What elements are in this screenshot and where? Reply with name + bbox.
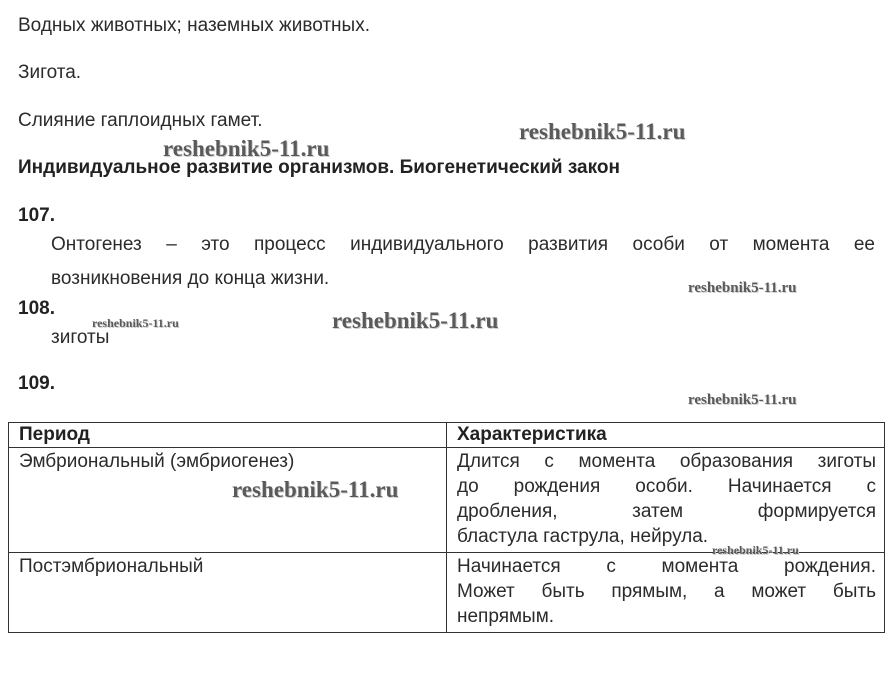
- char-line: Начинается с момента рождения.: [457, 556, 876, 577]
- table-cell-characteristic: [447, 553, 885, 633]
- development-periods-table: [8, 422, 885, 633]
- question-number-108: 108.: [18, 298, 55, 319]
- q107-text-line-2: возникновения до конца жизни.: [51, 268, 330, 289]
- char-line: до рождения особи. Начинается с: [457, 476, 876, 497]
- watermark: reshebnik5-11.ru: [332, 308, 499, 333]
- table-header-row: [9, 423, 885, 448]
- watermark: reshebnik5-11.ru: [688, 392, 797, 408]
- text-line-gamete-fusion: Слияние гаплоидных гамет.: [18, 110, 263, 131]
- table-cell-characteristic: [447, 448, 885, 553]
- q107-text-line-1: Онтогенез – это процесс индивидуального развития особи от момента ее: [51, 234, 875, 255]
- text-line-zygote: Зигота.: [18, 62, 82, 83]
- question-number-109: 109.: [18, 373, 55, 394]
- period-postembryonic: Постэмбриональный: [19, 556, 204, 577]
- table-row: [9, 553, 885, 633]
- table-row: [9, 448, 885, 553]
- period-embryonic: Эмбриональный (эмбриогенез): [19, 451, 295, 472]
- text-line-aquatic-terrestrial: Водных животных; наземных животных.: [18, 15, 370, 36]
- char-line: бластула гаструла, нейрула.: [457, 526, 709, 547]
- watermark: reshebnik5-11.ru: [519, 119, 686, 144]
- table-header-characteristic: Характеристика: [447, 423, 885, 448]
- char-line: Может быть прямым, а может быть: [457, 581, 876, 602]
- q108-answer: зиготы: [51, 327, 110, 348]
- watermark: reshebnik5-11.ru: [688, 280, 797, 296]
- section-heading: Индивидуальное развитие организмов. Биогенетический закон: [18, 157, 620, 178]
- char-line: дробления, затем формируется: [457, 501, 876, 522]
- watermark: reshebnik5-11.ru: [712, 543, 799, 557]
- watermark: reshebnik5-11.ru: [232, 477, 399, 502]
- char-line: непрямым.: [457, 606, 555, 627]
- char-line: Длится с момента образования зиготы: [457, 451, 876, 472]
- table-header-period: Период: [9, 423, 447, 448]
- table-cell-period: [9, 553, 447, 633]
- question-number-107: 107.: [18, 205, 55, 226]
- watermark: reshebnik5-11.ru: [92, 316, 179, 330]
- watermark: reshebnik5-11.ru: [163, 136, 330, 161]
